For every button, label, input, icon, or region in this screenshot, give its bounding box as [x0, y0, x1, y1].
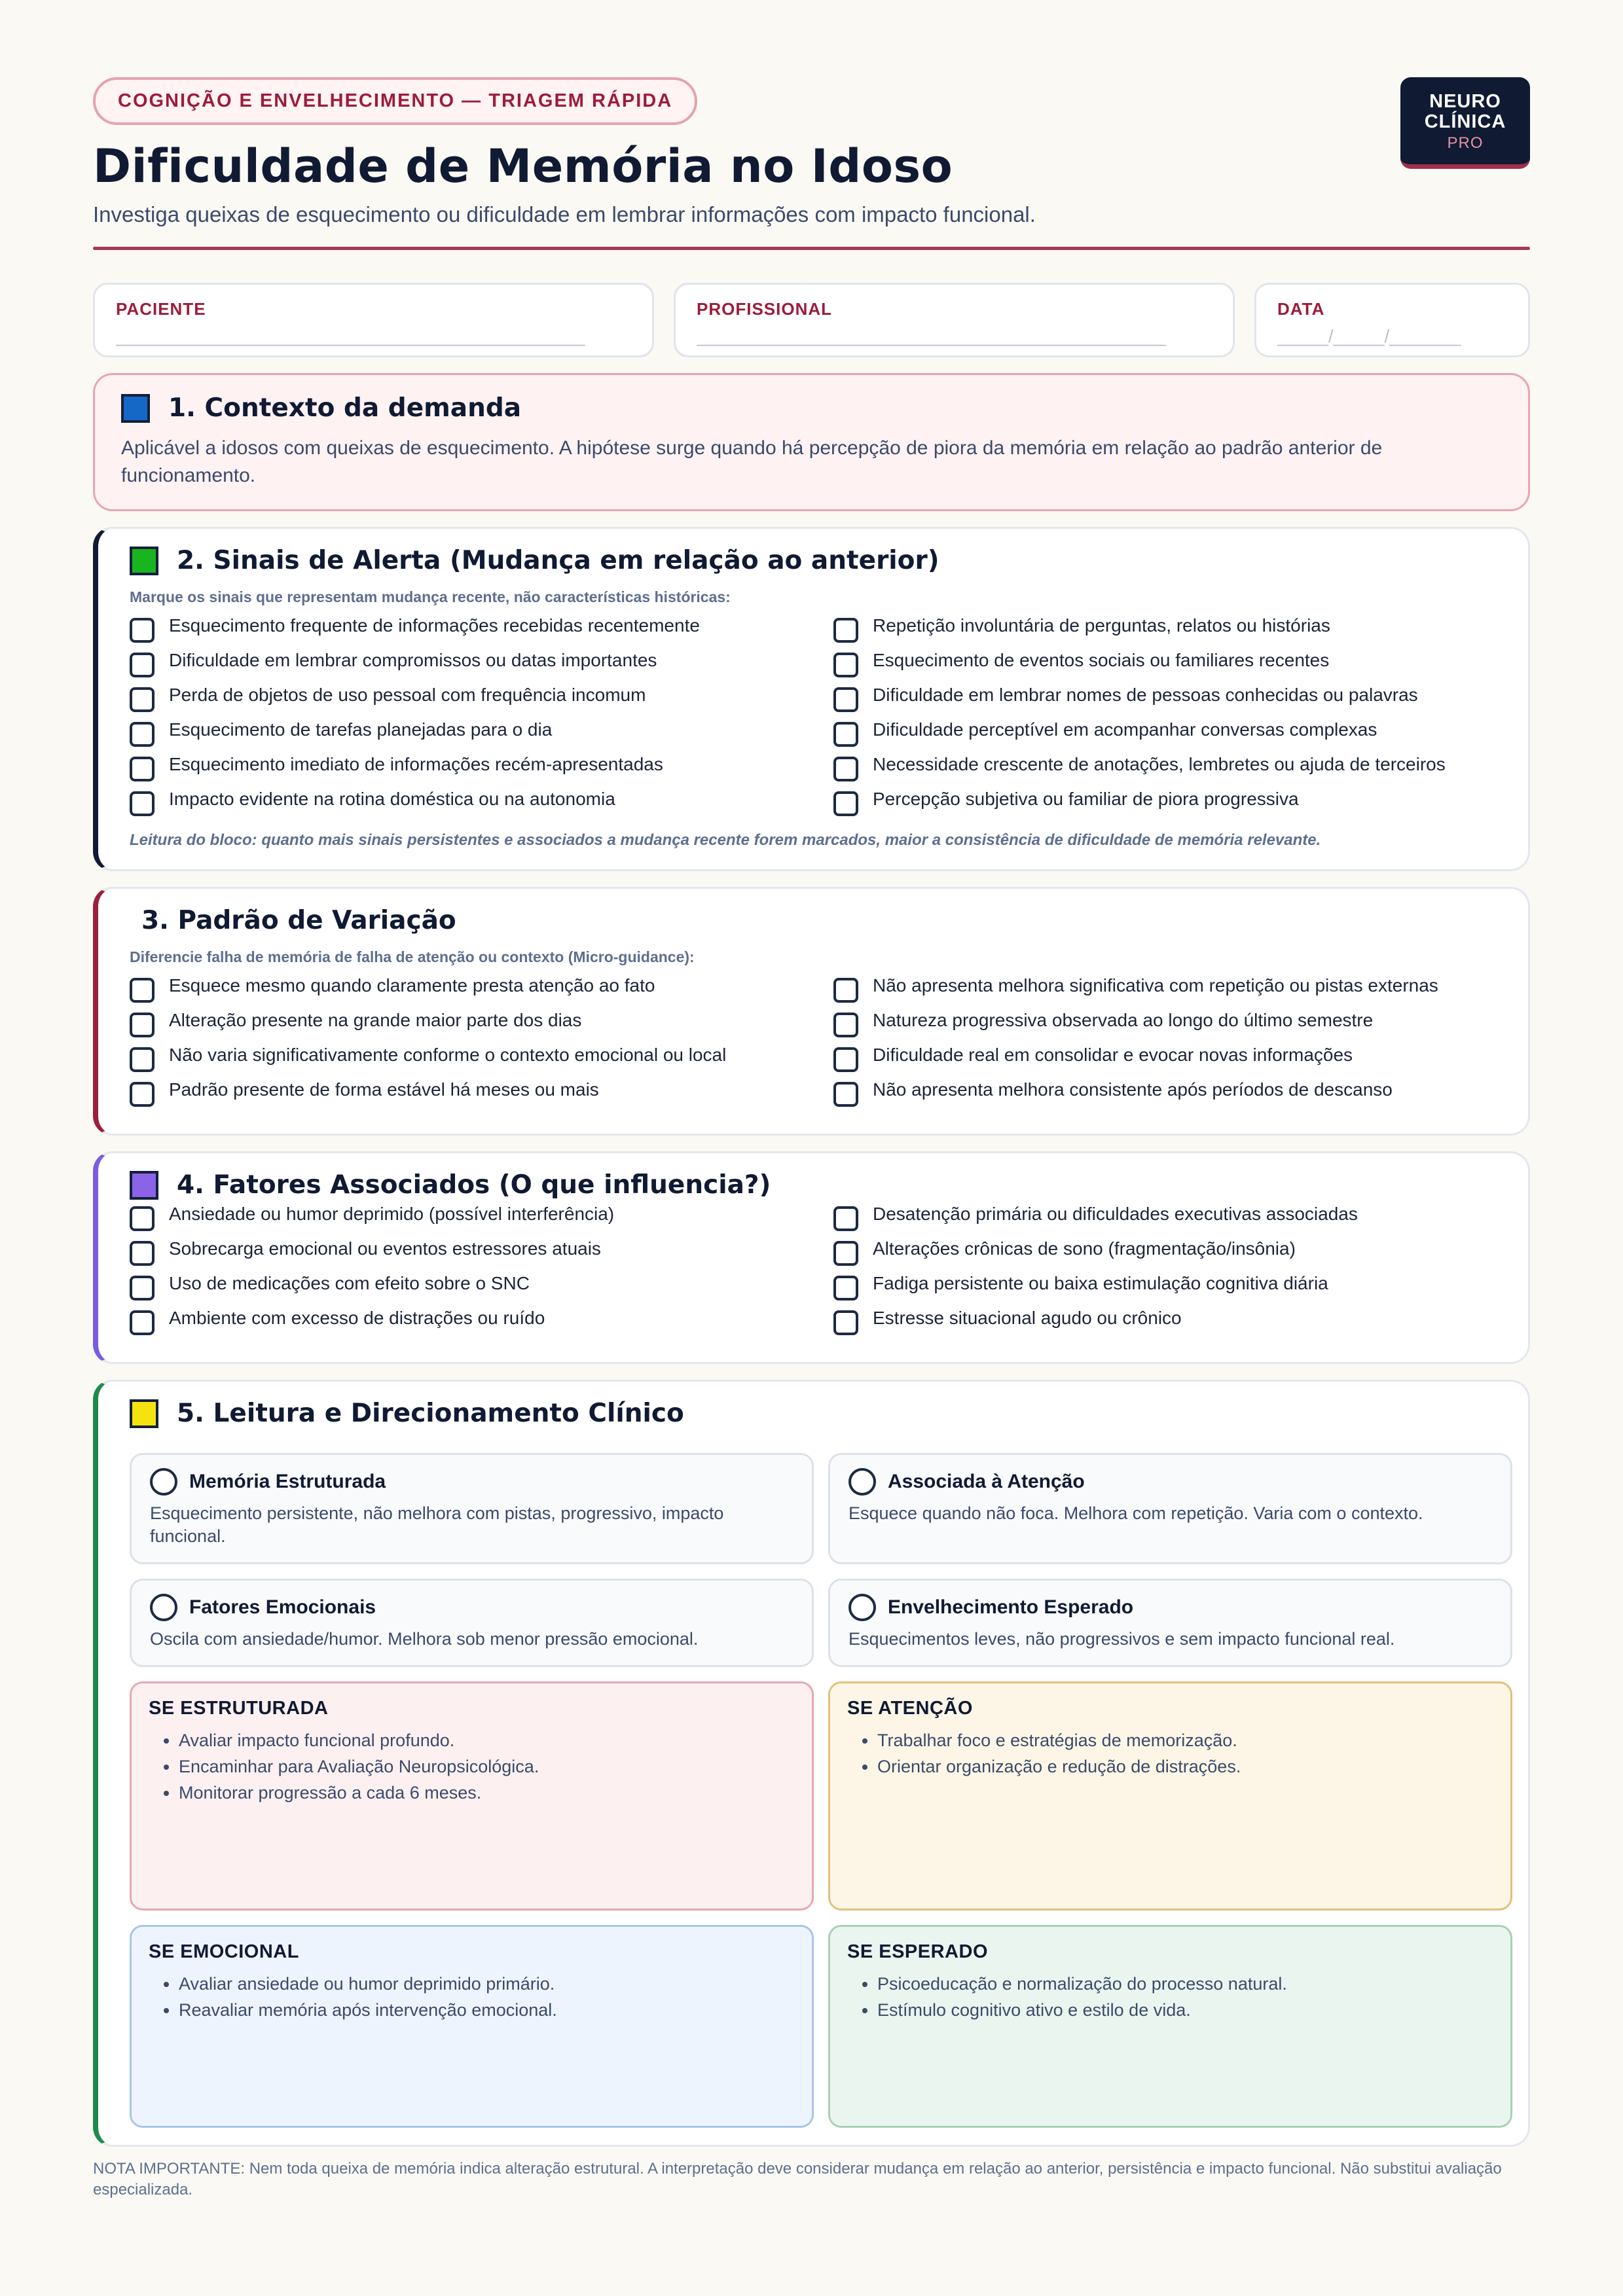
checklist-item[interactable]: [833, 685, 1521, 719]
checkbox[interactable]: [833, 1047, 858, 1072]
checklist-item[interactable]: [130, 975, 833, 1010]
checkbox[interactable]: [833, 1310, 858, 1335]
action-item: • Avaliar impacto funcional profundo.: [179, 1727, 795, 1753]
logo-line1: NEURO: [1429, 91, 1501, 112]
option-title: Fatores Emocionais: [189, 1596, 376, 1618]
checklist-item[interactable]: [833, 789, 1521, 823]
checkbox[interactable]: [130, 687, 155, 712]
checklist-item-label: Não apresenta melhora consistente após períodos de descanso: [873, 1079, 1393, 1100]
checkbox[interactable]: [833, 653, 858, 677]
section-factors-header: [130, 1170, 1502, 1200]
footer-note: NOTA IMPORTANTE: Nem toda queixa de memória indica alteração estrutural. A interpretação deve considerar mudança em relação ao anterior, persistência e impacto funcional. Não substitui avaliação especializada.: [93, 2160, 1502, 2198]
section-clinical-direction: [93, 1380, 1530, 2147]
checklist-item[interactable]: [130, 615, 833, 650]
option-description: Oscila com ansiedade/humor. Melhora sob menor pressão emocional.: [150, 1629, 699, 1649]
patient-line: ______________________________________________: [116, 326, 585, 346]
checklist-item-label: Sobrecarga emocional ou eventos estressores atuais: [169, 1238, 601, 1259]
checkbox[interactable]: [130, 1310, 155, 1335]
checklist-item[interactable]: [833, 1273, 1521, 1308]
checklist-item-label: Esquecimento de eventos sociais ou familiares recentes: [873, 650, 1330, 670]
option-card-header: [848, 1594, 1492, 1621]
action-item: • Orientar organização e redução de distrações.: [877, 1753, 1493, 1780]
checklist-column-right: [833, 615, 1521, 823]
radio-button[interactable]: [150, 1468, 177, 1496]
brand-logo: [1400, 77, 1530, 169]
action-box-emotional: [130, 1925, 814, 2128]
option-card-header: [848, 1468, 1492, 1496]
checklist-item[interactable]: [833, 1204, 1521, 1238]
section-context-text: Aplicável a idosos com queixas de esquecimento. A hipótese surge quando há percepção de piora da memória em relação ao padrão anterior de funcionamento.: [121, 437, 1383, 486]
checkbox[interactable]: [130, 978, 155, 1003]
action-box-title: SE ATENÇÃO: [847, 1698, 973, 1719]
option-title: Memória Estruturada: [189, 1471, 386, 1492]
logo-line2: CLÍNICA: [1424, 111, 1506, 132]
checklist-item[interactable]: [833, 1238, 1521, 1273]
professional-line: ______________________________________________: [697, 326, 1166, 346]
option-card-header: [150, 1594, 793, 1621]
checkbox[interactable]: [130, 1206, 155, 1231]
checklist-item-label: Estresse situacional agudo ou crônico: [873, 1308, 1182, 1328]
section-variation-title: 3. Padrão de Variação: [141, 906, 456, 935]
checkbox[interactable]: [130, 618, 155, 643]
checklist-item-label: Necessidade crescente de anotações, lembretes ou ajuda de terceiros: [873, 754, 1446, 774]
checklist-item-label: Natureza progressiva observada ao longo do último semestre: [873, 1010, 1374, 1030]
checklist-item[interactable]: [130, 1045, 833, 1079]
checklist-item[interactable]: [833, 650, 1521, 685]
action-list: [847, 1971, 1493, 2023]
checklist-item[interactable]: [833, 719, 1521, 754]
direction-options: [130, 1453, 1502, 2128]
page-subtitle: Investiga queixas de esquecimento ou dificuldade em lembrar informações com impacto funcional.: [93, 202, 1036, 226]
checklist-item[interactable]: [130, 719, 833, 754]
action-item: • Reavaliar memória após intervenção emocional.: [179, 1997, 795, 2023]
date-field[interactable]: [1254, 283, 1530, 357]
section-alert-title: 2. Sinais de Alerta (Mudança em relação ao anterior): [177, 546, 939, 575]
checklist-item[interactable]: [130, 754, 833, 789]
option-card-expected-aging[interactable]: [828, 1579, 1512, 1667]
checklist-item-label: Padrão presente de forma estável há meses ou mais: [169, 1079, 599, 1100]
checklist-item[interactable]: [833, 975, 1521, 1010]
checklist-item-label: Dificuldade em lembrar compromissos ou datas importantes: [169, 650, 657, 670]
option-description: Esquecimento persistente, não melhora com pistas, progressivo, impacto funcional.: [150, 1503, 724, 1546]
checklist-item-label: Desatenção primária ou dificuldades executivas associadas: [873, 1204, 1358, 1224]
section-factors-color-square: [130, 1171, 158, 1200]
section-direction-color-square: [130, 1399, 158, 1428]
action-list: [149, 1971, 795, 2023]
checkbox[interactable]: [833, 1241, 858, 1266]
checkbox[interactable]: [833, 1206, 858, 1231]
checkbox[interactable]: [833, 687, 858, 712]
checklist-item[interactable]: [833, 1045, 1521, 1079]
checklist-item-label: Esquecimento frequente de informações recebidas recentemente: [169, 615, 700, 636]
option-title: Associada à Atenção: [888, 1471, 1085, 1492]
action-item: • Estímulo cognitivo ativo e estilo de vida.: [877, 1997, 1493, 2023]
checkbox[interactable]: [833, 791, 858, 816]
radio-button[interactable]: [150, 1594, 177, 1621]
section-associated-factors: [93, 1151, 1530, 1364]
radio-button[interactable]: [848, 1594, 876, 1621]
action-item: • Trabalhar foco e estratégias de memorização.: [877, 1727, 1493, 1753]
checkbox[interactable]: [130, 1082, 155, 1107]
checkbox[interactable]: [130, 1276, 155, 1300]
patient-field[interactable]: [93, 283, 654, 357]
action-box-title: SE ESTRUTURADA: [149, 1698, 329, 1719]
action-box-structured: [130, 1681, 814, 1910]
checklist-item-label: Repetição involuntária de perguntas, relatos ou histórias: [873, 615, 1330, 636]
checklist-column-right: [833, 1204, 1521, 1342]
checkbox[interactable]: [130, 722, 155, 747]
section-variation-hint: Diferencie falha de memória de falha de atenção ou contexto (Micro-guidance):: [130, 948, 695, 965]
checkbox[interactable]: [130, 1047, 155, 1072]
option-card-structured[interactable]: [130, 1453, 814, 1564]
checklist-item-label: Dificuldade perceptível em acompanhar conversas complexas: [873, 719, 1377, 740]
section-alert-signs: [93, 527, 1530, 871]
checklist-item[interactable]: [833, 754, 1521, 789]
section-alert-header: [130, 546, 1502, 575]
header-divider: [93, 247, 1530, 250]
action-box-expected: [828, 1925, 1512, 2128]
section-alert-hint: Marque os sinais que representam mudança recente, não características históricas:: [130, 588, 731, 605]
checklist-item-label: Percepção subjetiva ou familiar de piora progressiva: [873, 789, 1299, 809]
checklist-item-label: Ambiente com excesso de distrações ou ruído: [169, 1308, 545, 1328]
checklist-item[interactable]: [833, 1308, 1521, 1342]
section-alert-color-square: [130, 547, 158, 575]
section-alert-checklist: [130, 615, 1502, 823]
section-variation-pattern: [93, 887, 1530, 1136]
checklist-item-label: Esquece mesmo quando claramente presta atenção ao fato: [169, 975, 655, 996]
option-card-emotional[interactable]: [130, 1579, 814, 1667]
section-direction-title: 5. Leitura e Direcionamento Clínico: [177, 1399, 684, 1428]
professional-label: PROFISSIONAL: [697, 299, 833, 319]
logo-line3: PRO: [1447, 134, 1484, 152]
checklist-column-left: [130, 975, 833, 1114]
radio-button[interactable]: [848, 1468, 876, 1496]
option-title: Envelhecimento Esperado: [888, 1596, 1134, 1618]
checklist-item[interactable]: [833, 1010, 1521, 1045]
checklist-item[interactable]: [833, 615, 1521, 650]
section-factors-checklist: [130, 1204, 1502, 1342]
checklist-item[interactable]: [130, 1308, 833, 1342]
section-context-color-square: [121, 394, 150, 423]
section-context-header: [121, 393, 1502, 423]
checkbox[interactable]: [833, 1276, 858, 1300]
page-title: Dificuldade de Memória no Idoso: [93, 139, 953, 193]
professional-field[interactable]: [674, 283, 1235, 357]
page: [93, 77, 1530, 2200]
patient-label: PACIENTE: [116, 299, 206, 319]
option-description: Esquecimentos leves, não progressivos e sem impacto funcional real.: [848, 1629, 1395, 1649]
checkbox[interactable]: [130, 757, 155, 781]
checkbox[interactable]: [130, 653, 155, 677]
checkbox[interactable]: [130, 1013, 155, 1037]
checkbox[interactable]: [130, 791, 155, 816]
kicker-badge: COGNIÇÃO E ENVELHECIMENTO — TRIAGEM RÁPIDA: [93, 77, 697, 125]
checklist-column-right: [833, 975, 1521, 1114]
section-alert-reading-note: Leitura do bloco: quanto mais sinais persistentes e associados a mudança recente forem marcados, maior a consistência de dificuldade de memória relevante.: [130, 831, 1321, 849]
action-item: • Monitorar progressão a cada 6 meses.: [179, 1780, 795, 1806]
checklist-column-left: [130, 1204, 833, 1342]
checklist-item[interactable]: [130, 650, 833, 685]
checklist-item-label: Dificuldade real em consolidar e evocar novas informações: [873, 1045, 1353, 1065]
checklist-item[interactable]: [130, 685, 833, 719]
date-line: _____/_____/_______: [1277, 326, 1461, 346]
checkbox[interactable]: [833, 1013, 858, 1037]
action-box-attention: [828, 1681, 1512, 1910]
meta-fields: [93, 283, 1530, 357]
checkbox[interactable]: [833, 1082, 858, 1107]
checklist-item[interactable]: [130, 1273, 833, 1308]
checklist-item[interactable]: [130, 1079, 833, 1114]
checklist-item[interactable]: [833, 1079, 1521, 1114]
option-description: Esquece quando não foca. Melhora com repetição. Varia com o contexto.: [848, 1503, 1423, 1523]
checklist-item-label: Alteração presente na grande maior parte dos dias: [169, 1010, 582, 1030]
option-card-header: [150, 1468, 793, 1496]
checklist-item[interactable]: [130, 1204, 833, 1238]
checklist-item[interactable]: [130, 789, 833, 823]
date-label: DATA: [1277, 299, 1325, 319]
section-variation-header: [130, 906, 1502, 935]
action-list: [149, 1727, 795, 1806]
checklist-item-label: Não varia significativamente conforme o contexto emocional ou local: [169, 1045, 727, 1065]
checklist-item-label: Ansiedade ou humor deprimido (possível interferência): [169, 1204, 615, 1224]
checklist-item-label: Impacto evidente na rotina doméstica ou na autonomia: [169, 789, 615, 809]
option-card-attention[interactable]: [828, 1453, 1512, 1564]
action-box-title: SE ESPERADO: [847, 1941, 988, 1962]
checklist-item-label: Uso de medicações com efeito sobre o SNC: [169, 1273, 530, 1293]
checklist-item-label: Esquecimento de tarefas planejadas para o dia: [169, 719, 553, 740]
checklist-item-label: Dificuldade em lembrar nomes de pessoas conhecidas ou palavras: [873, 685, 1418, 705]
checklist-item-label: Alterações crônicas de sono (fragmentação/insônia): [873, 1238, 1296, 1259]
action-item: • Psicoeducação e normalização do processo natural.: [877, 1971, 1493, 1997]
checkbox[interactable]: [833, 757, 858, 781]
checklist-item-label: Fadiga persistente ou baixa estimulação cognitiva diária: [873, 1273, 1328, 1293]
section-factors-title: 4. Fatores Associados (O que influencia?): [177, 1170, 771, 1200]
checkbox[interactable]: [833, 722, 858, 747]
action-list: [847, 1727, 1493, 1780]
checkbox[interactable]: [130, 1241, 155, 1266]
checklist-item-label: Perda de objetos de uso pessoal com frequência incomum: [169, 685, 646, 705]
checklist-item[interactable]: [130, 1010, 833, 1045]
section-variation-checklist: [130, 975, 1502, 1114]
checkbox[interactable]: [833, 978, 858, 1003]
action-box-title: SE EMOCIONAL: [149, 1941, 299, 1962]
action-item: • Encaminhar para Avaliação Neuropsicológica.: [179, 1753, 795, 1780]
action-item: • Avaliar ansiedade ou humor deprimido primário.: [179, 1971, 795, 1997]
checklist-item-label: Esquecimento imediato de informações recém-apresentadas: [169, 754, 663, 774]
checklist-item[interactable]: [130, 1238, 833, 1273]
section-direction-header: [130, 1399, 1502, 1428]
checklist-column-left: [130, 615, 833, 823]
section-context: [93, 373, 1530, 511]
checkbox[interactable]: [833, 618, 858, 643]
section-context-title: 1. Contexto da demanda: [168, 393, 522, 423]
checklist-item-label: Não apresenta melhora significativa com repetição ou pistas externas: [873, 975, 1438, 996]
